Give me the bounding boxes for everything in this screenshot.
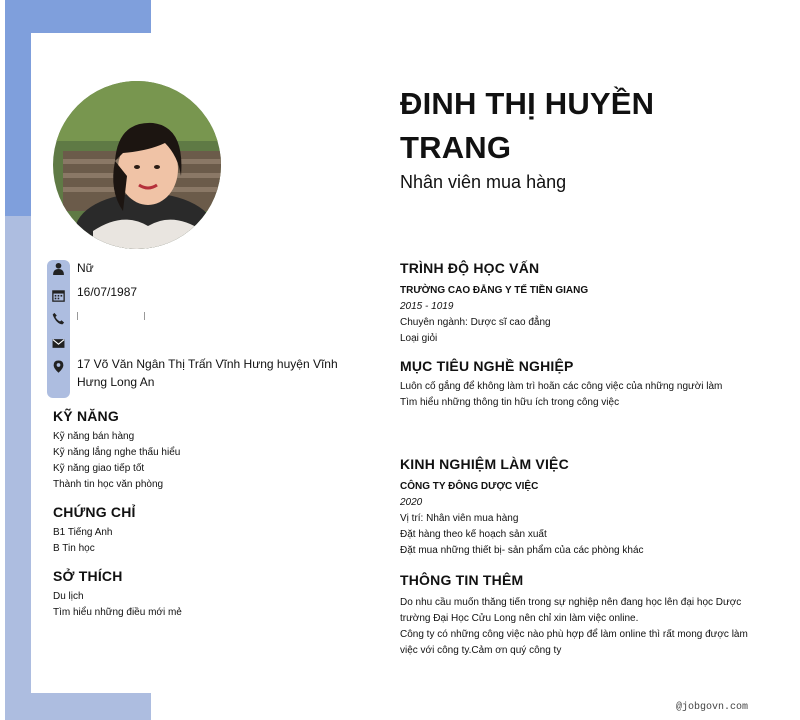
experience-year: 2020 xyxy=(400,497,423,508)
education-major: Chuyên ngành: Dược sĩ cao đẳng xyxy=(400,317,551,328)
job-title: Nhân viên mua hàng xyxy=(400,172,567,192)
profile-photo xyxy=(53,81,221,249)
certificates-title: CHỨNG CHỈ xyxy=(53,504,136,520)
skills-title: KỸ NĂNG xyxy=(53,408,119,424)
skill-item: Kỹ năng lắng nghe thấu hiểu xyxy=(53,447,181,458)
calendar-icon xyxy=(52,289,65,302)
skills-list xyxy=(53,429,180,493)
objective-details xyxy=(400,379,722,411)
phone-value-redacted xyxy=(77,312,145,320)
candidate-name xyxy=(400,82,730,170)
additional-info-line: trường Đại Học Cửu Long nên chỉ xin làm việc online. xyxy=(400,613,639,624)
certificates-list xyxy=(53,525,113,557)
objective-line: Luôn cố gắng để không làm trì hoãn các công việc của những người làm xyxy=(400,381,723,392)
company-name: CÔNG TY ĐÔNG DƯỢC VIỆC xyxy=(400,481,539,492)
education-period: 2015 - 1019 xyxy=(400,301,454,312)
email-icon xyxy=(52,337,65,350)
hobbies-title: SỞ THÍCH xyxy=(53,568,123,584)
gender-value: Nữ xyxy=(77,261,94,275)
location-pin-icon xyxy=(52,360,65,373)
additional-info-details xyxy=(400,595,748,659)
school-name: TRƯỜNG CAO ĐẲNG Y TẾ TIỀN GIANG xyxy=(400,285,589,296)
watermark: @jobgovn.com xyxy=(676,702,749,713)
skill-item: Kỹ năng giao tiếp tốt xyxy=(53,463,145,474)
hobby-item: Tìm hiểu những điều mới mẻ xyxy=(53,607,182,618)
address-value: 17 Võ Văn Ngân Thị Trấn Vĩnh Hưng huyện Vĩnh Hưng Long An xyxy=(77,357,338,389)
education-title: TRÌNH ĐỘ HỌC VẤN xyxy=(400,260,540,276)
birthdate-value: 16/07/1987 xyxy=(77,285,138,299)
certificate-item: B1 Tiếng Anh xyxy=(53,527,113,538)
experience-line: Đặt hàng theo kế hoạch sản xuất xyxy=(400,529,547,540)
additional-info-line: Do nhu cầu muốn thăng tiến trong sự nghiệp nên đang học lên đại học Dược xyxy=(400,597,742,608)
experience-line: Vị trí: Nhân viên mua hàng xyxy=(400,513,519,524)
education-details xyxy=(400,283,588,347)
candidate-name-line2: TRANG xyxy=(400,130,512,165)
additional-info-title: THÔNG TIN THÊM xyxy=(400,572,524,588)
experience-line: Đặt mua những thiết bị- sản phẩm của các phòng khác xyxy=(400,545,644,556)
experience-details xyxy=(400,479,644,559)
additional-info-line: việc với công ty.Cảm ơn quý công ty xyxy=(400,645,562,656)
phone-icon xyxy=(52,312,65,325)
certificate-item: B Tin học xyxy=(53,543,95,554)
hobbies-list xyxy=(53,589,182,621)
education-grade: Loại giỏi xyxy=(400,333,438,344)
hobby-item: Du lịch xyxy=(53,591,84,602)
contact-icon-bar xyxy=(47,260,70,398)
experience-title: KINH NGHIỆM LÀM VIỆC xyxy=(400,456,569,472)
additional-info-line: Công ty có những công việc nào phù hợp để làm online thì rất mong được làm xyxy=(400,629,748,640)
person-icon xyxy=(52,262,65,275)
skill-item: Kỹ năng bán hàng xyxy=(53,431,135,442)
objective-line: Tìm hiểu những thông tin hữu ích trong công việc xyxy=(400,397,620,408)
skill-item: Thành tin học văn phòng xyxy=(53,479,164,490)
objective-title: MỤC TIÊU NGHỀ NGHIỆP xyxy=(400,358,574,374)
candidate-name-line1: ĐINH THỊ HUYỀN xyxy=(400,86,655,121)
